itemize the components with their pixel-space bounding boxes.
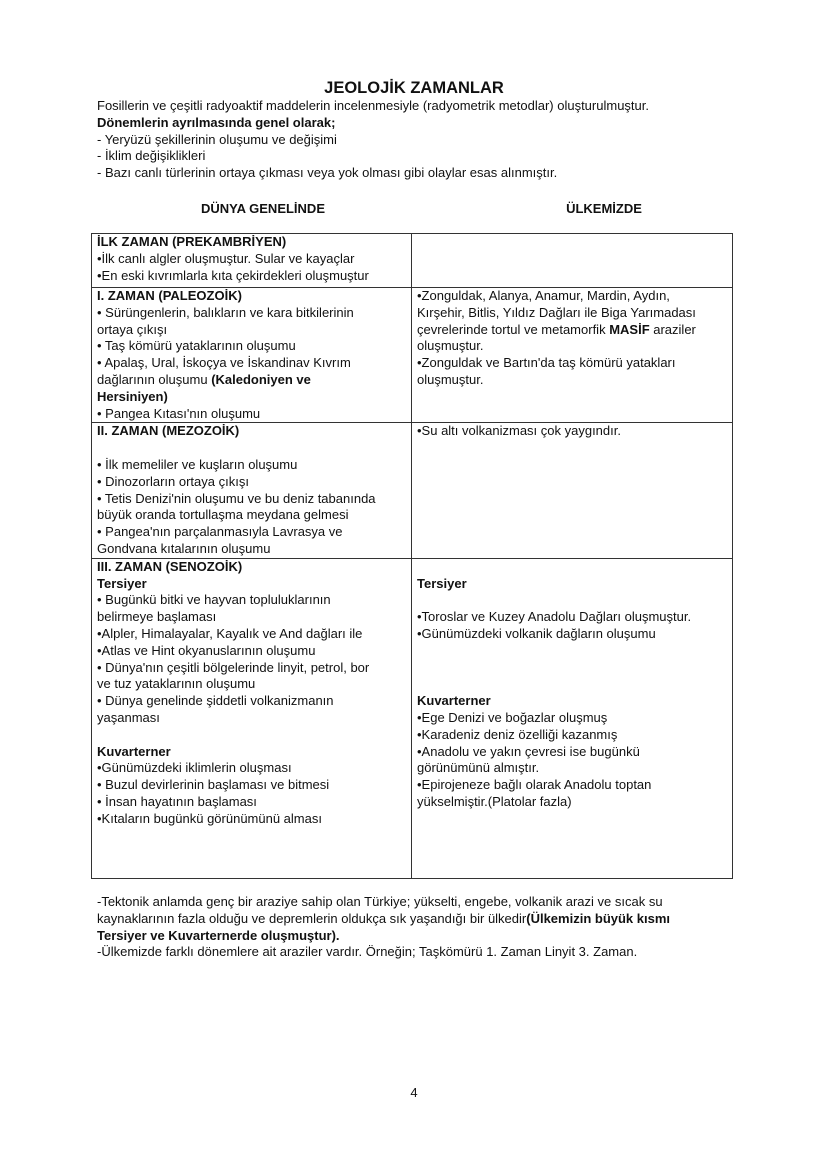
bold-text: I. ZAMAN (PALEOZOİK) [97,288,242,303]
text-line [417,355,727,372]
text: • Pangea'nın parçalanmasıyla Lavrasya ve [97,524,343,540]
text-line [97,592,406,609]
table-row [92,234,733,288]
cell-turkey [412,288,733,423]
text-line [97,457,406,474]
text-line [97,305,406,322]
text-line [97,676,406,693]
bold-text: (Kaledoniyen ve [211,371,311,387]
text: •Atlas ve Hint okyanuslarının oluşumu [97,642,316,658]
bold-text: III. ZAMAN (SENOZOİK) [97,558,243,574]
text: •Zonguldak, Alanya, Anamur, Mardin, Aydın, [417,288,670,303]
bold-text: Dönemlerin ayrılmasında genel olarak; [97,114,336,130]
text-line [97,811,406,828]
text: •Karadeniz deniz özelliği kazanmış [417,726,618,742]
text-line [97,710,406,727]
text-line [97,338,406,355]
text-line [417,592,727,609]
text-line [97,693,406,710]
text: •Anadolu ve yakın çevresi ise bugünkü [417,743,640,759]
text-line [97,507,406,524]
column-header-turkey: ÜLKEMİZDE [566,201,642,216]
cell-world [92,423,412,558]
text-line [97,355,406,372]
bold-text: Tersiyer [97,575,147,591]
text-line [417,710,727,727]
text: • İlk memeliler ve kuşların oluşumu [97,456,298,472]
text: •Alpler, Himalayalar, Kayalık ve And dağları ile [97,625,363,641]
text-line [97,541,406,558]
text-line [97,609,406,626]
text: - Bazı canlı türlerinin ortaya çıkması veya yok olması gibi olaylar esas alınmıştır. [97,165,558,181]
cell-world [92,234,412,288]
text-line [97,760,406,777]
text-line [97,423,406,440]
text-line [417,322,727,339]
text: •Günümüzdeki volkanik dağların oluşumu [417,625,656,641]
bold-text: (Ülkemizin büyük kısmı [526,910,671,926]
text-line [97,894,670,911]
bold-text: II. ZAMAN (MEZOZOİK) [97,423,240,439]
text: Gondvana kıtalarının oluşumu [97,540,271,556]
cell-turkey [412,423,733,558]
text: • Taş kömürü yataklarının oluşumu [97,338,296,354]
bold-text: Kuvarterner [97,743,171,759]
text: •Kıtaların bugünkü görünümünü alması [97,810,322,826]
column-header-world: DÜNYA GENELİNDE [200,201,325,216]
text-line [97,944,670,961]
text-line [417,676,727,693]
text-line [97,626,406,643]
text-line [97,911,670,928]
text-line [97,389,406,406]
text-line [97,165,649,182]
text-line [417,288,727,305]
text: Fosillerin ve çeşitli radyoaktif maddelerin incelenmesiyle (radyometrik metodlar) oluşturulmuştur. [97,98,649,113]
text: yaşanması [97,709,160,725]
text: belirmeye başlaması [97,609,217,625]
bold-text: Tersiyer [417,575,467,591]
text-line [97,524,406,541]
text-line [97,115,649,132]
bold-text: Tersiyer ve Kuvarternerde oluşmuştur). [97,927,340,943]
text-line [97,234,406,251]
geologic-eras-table [91,233,733,879]
text: • Apalaş, Ural, İskoçya ve İskandinav Kıvrım [97,355,351,371]
text-line [417,777,727,794]
text-line [97,440,406,457]
text-line [97,643,406,660]
text: • Buzul devirlerinin başlaması ve bitmesi [97,777,330,793]
text-line [417,727,727,744]
text-line [417,744,727,761]
text-line [97,474,406,491]
bold-text: İLK ZAMAN (PREKAMBRİYEN) [97,234,287,249]
table-row [92,423,733,558]
closing-notes [97,894,670,961]
table-row [92,288,733,423]
text-line [97,372,406,389]
text: oluşmuştur. [417,338,484,354]
text-line [417,660,727,677]
text-line [97,777,406,794]
text-line [97,794,406,811]
text-line [97,928,670,945]
text-line [97,576,406,593]
text-line [417,576,727,593]
text: •İlk canlı algler oluşmuştur. Sular ve kayaçlar [97,250,355,266]
text: - Yeryüzü şekillerinin oluşumu ve değişimi [97,131,337,147]
table-row [92,558,733,878]
text-line [417,643,727,660]
text-line [97,148,649,165]
text: • Dünya'nın çeşitli bölgelerinde linyit, petrol, bor [97,659,370,675]
text: •Ege Denizi ve boğazlar oluşmuş [417,709,608,725]
text: araziler [649,321,696,337]
text-line [97,559,406,576]
text-line [97,744,406,761]
text: • İnsan hayatının başlaması [97,793,257,809]
cell-turkey [412,234,733,288]
text-line [97,727,406,744]
text: •Su altı volkanizması çok yaygındır. [417,423,621,439]
text: •Günümüzdeki iklimlerin oluşması [97,760,292,776]
text: kaynaklarının fazla olduğu ve depremlerin oldukça sık yaşandığı bir ülkedir [97,910,527,926]
text-line [417,559,727,576]
text-line [417,609,727,626]
text-line [97,491,406,508]
text: çevrelerinde tortul ve metamorfik [417,321,610,337]
text: • Sürüngenlerin, balıkların ve kara bitkilerinin [97,304,354,320]
bold-text: MASİF [609,321,650,337]
text: •Epirojeneze bağlı olarak Anadolu toptan [417,777,652,793]
cell-world [92,558,412,878]
text: - İklim değişiklikleri [97,148,206,164]
text: oluşmuştur. [417,371,484,387]
text: • Tetis Denizi'nin oluşumu ve bu deniz tabanında [97,490,376,506]
cell-turkey [412,558,733,878]
text-line [97,98,649,115]
text-line [417,305,727,322]
text: •En eski kıvrımlarla kıta çekirdekleri oluşmuştur [97,267,369,283]
text: •Zonguldak ve Bartın'da taş kömürü yatakları [417,355,676,371]
text: • Dinozorların ortaya çıkışı [97,473,249,489]
text-line [417,372,727,389]
text-line [97,268,406,285]
text-line [97,251,406,268]
text: Kırşehir, Bitlis, Yıldız Dağları ile Biga Yarımadası [417,304,696,320]
text: •Toroslar ve Kuzey Anadolu Dağları oluşmuştur. [417,609,692,625]
text: • Dünya genelinde şiddetli volkanizmanın [97,693,334,709]
page-number: 4 [410,1085,418,1100]
bold-text: Kuvarterner [417,693,491,709]
text-line [417,693,727,710]
text-line [97,288,406,305]
bold-text: Hersiniyen) [97,388,168,404]
text: ve tuz yataklarının oluşumu [97,676,256,692]
text-line [97,660,406,677]
text: • Bugünkü bitki ve hayvan topluluklarının [97,592,331,608]
text: -Tektonik anlamda genç bir araziye sahip olan Türkiye; yükselti, engebe, volkanik arazi ve sıcak su [97,894,663,909]
text: büyük oranda tortullaşma meydana gelmesi [97,507,349,523]
text-line [417,423,727,440]
text: -Ülkemizde farklı dönemlere ait araziler vardır. Örneğin; Taşkömürü 1. Zaman Linyit 3. Zaman. [97,944,638,960]
text: yükselmiştir.(Platolar fazla) [417,793,572,809]
text-line [417,338,727,355]
text-line [97,406,406,423]
text: dağlarının oluşumu [97,371,212,387]
page-title: JEOLOJİK ZAMANLAR [324,79,504,97]
text-line [417,760,727,777]
text-line [417,626,727,643]
intro-text [97,98,649,182]
text: ortaya çıkışı [97,321,168,337]
cell-world [92,288,412,423]
text-line [97,322,406,339]
text-line [97,132,649,149]
text-line [417,794,727,811]
text: • Pangea Kıtası'nın oluşumu [97,405,261,421]
text: görünümünü almıştır. [417,760,540,776]
